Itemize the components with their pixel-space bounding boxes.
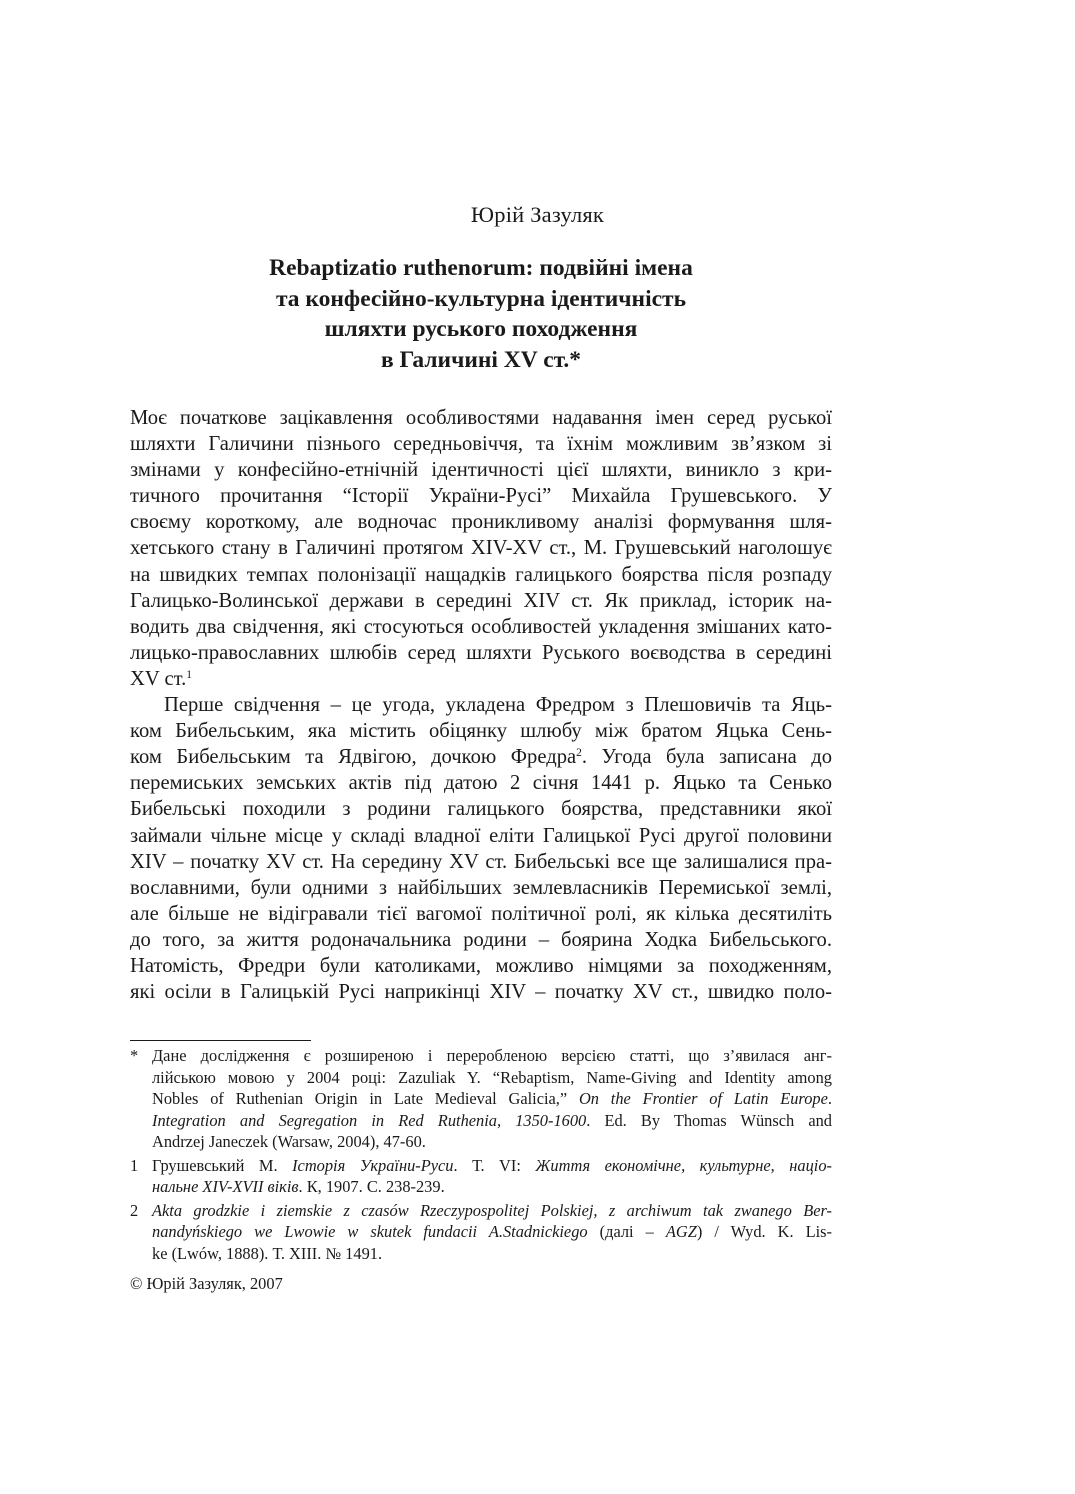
- body-line: Галицько-Волинської держави в середині XIV ст. Як приклад, історик на-: [130, 589, 832, 612]
- footnote-line: [152, 1200, 832, 1222]
- footnote-text: . Т. VI:: [453, 1155, 521, 1175]
- body-line: шляхти Галичини пізнього середньовіччя, та їхнім можливим зв’язком зі: [130, 433, 832, 456]
- body-text: ком Бибельським та Ядвігою, дочкою Фредра: [130, 746, 577, 769]
- body-line: перемиських земських актів під датою 2 січня 1441 р. Яцько та Сенько: [130, 772, 832, 795]
- footnote-italic: Integration and Segregation in Red Ruthenia, 1350-1600: [152, 1110, 587, 1130]
- footnote-line: [152, 1176, 832, 1198]
- body-text: XV ст.: [130, 667, 187, 690]
- footnote-line: [152, 1221, 832, 1243]
- body-line: ком Бибельським, яка містить обіцянку шлюбу між братом Яцька Сень-: [130, 720, 832, 743]
- footnote-line: [152, 1088, 832, 1110]
- footnote-text: ) / Wyd. K. Lis-: [696, 1222, 833, 1241]
- footnote-mark: 1: [130, 1155, 139, 1175]
- footnote-text: . К, 1907. С. 238-239.: [298, 1177, 445, 1196]
- paragraph-1: [130, 405, 832, 692]
- footnote-line: [152, 1155, 832, 1177]
- body-text: . Угода була записана до: [581, 746, 832, 769]
- footnote-text: (далі –: [599, 1222, 654, 1241]
- body-line: Натомість, Фредри були католиками, можливо німцями за походженням,: [130, 954, 832, 977]
- body-line: змінами у конфесійно-етнічній ідентичності цієї шляхти, виникло з кри-: [130, 459, 832, 482]
- footnote-divider: [130, 1040, 311, 1041]
- footnote-ref-2[interactable]: 2: [576, 747, 582, 760]
- title-line: шляхти руського походження: [324, 316, 638, 342]
- body-line: Бибельські походили з родини галицького боярства, представники якої: [130, 798, 832, 821]
- footnote-italic: Життя економічне, культурне, націо-: [535, 1155, 832, 1175]
- title-line: Rebaptizatio ruthenorum: подвійні імена: [269, 255, 693, 281]
- footnote-mark: 2: [130, 1200, 139, 1220]
- article-body: [130, 405, 832, 1005]
- footnote-italic: On the Frontier of Latin Europe: [578, 1089, 828, 1108]
- footnote-line: [152, 1110, 832, 1132]
- footnote-line: лійською мовою у 2004 році: Zazuliak Y. “Rebaptism, Name-Giving and Identity among: [152, 1067, 832, 1087]
- body-line: Перше свідчення – це угода, укладена Фредром з Плешовичів та Яць-: [164, 694, 832, 717]
- article-title: [130, 253, 832, 375]
- body-line: які осіли в Галицькій Русі наприкінці XIV – початку XV ст., швидко поло-: [130, 981, 832, 1004]
- body-line: Моє початкове зацікавлення особливостями надавання імен серед руської: [130, 407, 832, 429]
- footnote-star: [130, 1045, 832, 1153]
- body-line: XIV – початку XV ст. На середину XV ст. Бибельські все ще залишалися пра-: [130, 850, 832, 873]
- footnote-ref-1[interactable]: 1: [186, 668, 193, 681]
- body-line: водить два свідчення, які стосуються особливостей укладення змішаних като-: [130, 615, 832, 638]
- footnote-italic: AGZ: [665, 1222, 697, 1241]
- copyright-notice: © Юрій Зазуляк, 2007: [130, 1274, 283, 1293]
- footnote-italic: нальне XIV-XVII віків: [152, 1177, 299, 1196]
- footnote-italic: nandyńskiego we Lwowie w skutek fundacii A.Stadnickiego: [152, 1222, 588, 1241]
- body-line: тичного прочитання “Історії України-Русі” Михайла Грушевського. У: [130, 485, 832, 508]
- author-name: Юрій Зазуляк: [470, 202, 605, 227]
- body-line: [130, 744, 832, 770]
- title-line: та конфесійно-культурна ідентичність: [275, 285, 687, 312]
- footnote-mark: *: [130, 1046, 139, 1065]
- footnote-italic: Історія України-Руси: [292, 1155, 454, 1175]
- footnote-text: Nobles of Ruthenian Origin in Late Medieval Galicia,”: [152, 1089, 568, 1108]
- body-line: [130, 666, 832, 692]
- footnotes: [130, 1045, 832, 1264]
- footnote-line: Дане дослідження є розширеною і переробленою версією статті, що з’явилася анг-: [152, 1046, 832, 1065]
- body-line: але більше не відігравали тієї вагомої політичної ролі, як кілька десятиліть: [130, 902, 832, 925]
- body-line: до того, за життя родоначальника родини – боярина Ходка Бибельського.: [130, 928, 832, 951]
- body-line: вославними, були одними з найбільших землевласників Перемиської землі,: [130, 876, 832, 899]
- footnote-line: Andrzej Janeczek (Warsaw, 2004), 47-60.: [152, 1132, 426, 1151]
- body-line: займали чільне місце у складі владної еліти Галицької Русі другої половини: [130, 824, 832, 847]
- body-line: хетського стану в Галичині протягом XIV-XV ст., М. Грушевський наголошує: [130, 537, 832, 560]
- footnote-text: .: [827, 1089, 832, 1108]
- footnote-2: [130, 1200, 832, 1265]
- body-line: на швидких темпах полонізації нащадків галицького боярства після розпаду: [130, 563, 832, 586]
- title-line: в Галичині XV ст.*: [380, 346, 582, 373]
- footnote-italic: Akta grodzkie i ziemskie z czasów Rzeczypospolitej Polskiej, z archiwum tak zwanego Ber-: [152, 1200, 832, 1220]
- footnote-1: [130, 1155, 832, 1198]
- body-line: лицько-православних шлюбів серед шляхти Руського воєводства в середині: [130, 641, 832, 664]
- footnote-text: Грушевський М.: [152, 1155, 278, 1175]
- footnote-line: ke (Lwów, 1888). Т. XIII. № 1491.: [152, 1243, 383, 1263]
- body-line: своєму короткому, але водночас проникливому аналізі формування шля-: [130, 511, 832, 534]
- footnote-text: . Ed. By Thomas Wünsch and: [586, 1110, 832, 1130]
- paragraph-2: [130, 692, 832, 1005]
